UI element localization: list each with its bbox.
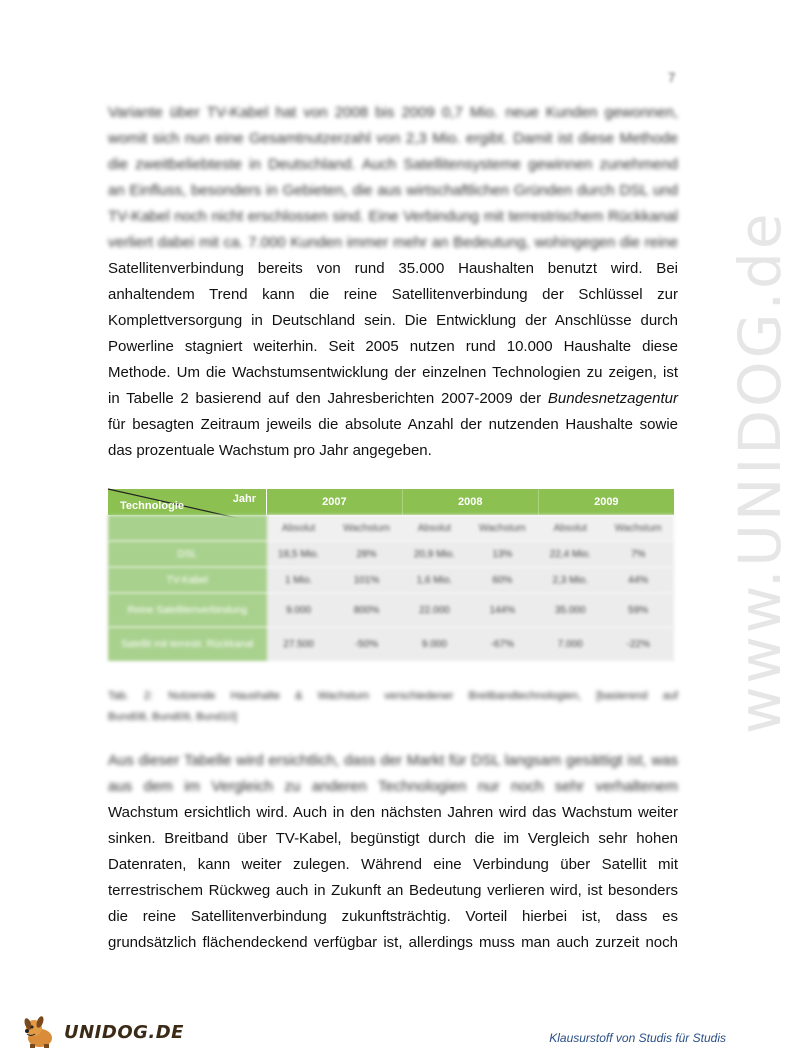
table-cell: 9.000 [267,593,331,627]
table-row [108,627,674,661]
text-line: Satellitenverbindung bereits von rund 35.000 Haushalten benutzt wird. Bei [108,260,678,277]
watermark: www.UNIDOG.de [726,210,794,734]
text-line: Wachstum ersichtlich wird. Auch in den nächsten Jahren wird das Wachstum weiter [108,804,678,821]
footer-tagline: Klausurstoff von Studis für Studis [549,1031,726,1045]
text-line-with-italic [108,386,678,412]
text-fragment: in Tabelle 2 basierend auf den Jahresberichten 2007-2009 der [108,390,542,407]
subheader-cell: Absolut [538,515,602,541]
text-line: Komplettversorgung in Deutschland sein. Die Entwicklung der Anschlüsse durch [108,312,678,329]
year-header: 2008 [402,489,538,515]
subheader-cell: Absolut [267,515,331,541]
table-cell: 20,9 Mio. [402,541,466,567]
text-line: das prozentuale Wachstum pro Jahr angegeben. [108,442,432,459]
footer-logo[interactable] [22,1012,184,1052]
blurred-line: Variante über TV-Kabel hat von 2008 bis 2009 0,7 Mio. neue Kunden gewonnen, [108,104,678,121]
dog-mascot-icon [22,1014,58,1050]
table-cell: 1,6 Mio. [402,567,466,593]
table-cell: 35.000 [538,593,602,627]
table-cell: 1 Mio. [267,567,331,593]
table-subheader-row [108,515,674,541]
subheader-cell: Wachstum [602,515,674,541]
table-cell: 22.000 [402,593,466,627]
table-cell: 101% [331,567,403,593]
header-year-label: Jahr [232,493,256,505]
table-cell: 22,4 Mio. [538,541,602,567]
italic-term: Bundesnetzagentur [547,390,678,407]
row-label: DSL [108,541,267,567]
blurred-line: Aus dieser Tabelle wird ersichtlich, dass der Markt für DSL langsam gesättigt ist, was [108,752,678,769]
text-line: Methode. Um die Wachstumsentwicklung der einzelnen Technologien zu zeigen, ist [108,364,678,381]
blurred-line: die zweitbeliebteste in Deutschland. Auch Satellitensysteme gewinnen zunehmend [108,156,678,173]
empty-cell [108,515,267,541]
table-cell: 2,3 Mio. [538,567,602,593]
row-label: Reine Satellitenverbindung [108,593,267,627]
text-line: Powerline stagniert weiterhin. Seit 2005 nutzen rund 10.000 Haushalte diese [108,338,678,355]
text-line: terrestrischem Rückweg auch in Zukunft an Bedeutung verlieren wird, ist besonders [108,882,678,899]
paragraph-1 [108,100,678,464]
table-cell: 800% [331,593,403,627]
table-cell: -22% [602,627,674,661]
table-row [108,541,674,567]
text-line: sinken. Breitband über TV-Kabel, begünstigt durch die im Vergleich sehr hohen [108,830,678,847]
blurred-line: womit sich nun eine Gesamtnutzerzahl von 2,3 Mio. ergibt. Damit ist diese Methode [108,130,678,147]
table-cell: -50% [331,627,403,661]
table-corner-header [108,489,267,515]
row-label: TV-Kabel [108,567,267,593]
table-cell: 59% [602,593,674,627]
table-cell: -67% [467,627,539,661]
table-cell: 7.000 [538,627,602,661]
year-header: 2007 [267,489,403,515]
caption-line: Tab. 2: Nutzende Haushalte & Wachstum verschiedener Breitbandtechnologien, [basierend auf [108,690,678,702]
table-cell: 18,5 Mio. [267,541,331,567]
subheader-cell: Absolut [402,515,466,541]
table-cell: 44% [602,567,674,593]
blurred-line: aus dem im Vergleich zu anderen Technologien nur noch sehr verhaltenem [108,778,678,795]
table-cell: 27.500 [267,627,331,661]
text-line: für besagten Zeitraum jeweils die absolute Anzahl der nutzenden Haushalte sowie [108,416,678,433]
table-cell: 28% [331,541,403,567]
table-cell: 13% [467,541,539,567]
blurred-line: verliert dabei mit ca. 7.000 Kunden immer mehr an Bedeutung, wohingegen die reine [108,234,678,251]
subheader-cell: Wachstum [331,515,403,541]
logo-text: UNIDOG.DE [64,1021,184,1043]
page-number: 7 [668,70,676,85]
table-header-row [108,489,674,515]
table-cell: 60% [467,567,539,593]
text-line: die reine Satellitenverbindung zukunftsträchtig. Vorteil hierbei ist, dass es [108,908,678,925]
table-cell: 7% [602,541,674,567]
caption-line: Bund08, Bund09, Bund10] [108,711,238,723]
text-line: anhaltendem Trend kann die reine Satellitenverbindung der Schlüssel zur [108,286,678,303]
table-row [108,593,674,627]
text-line: Datenraten, kann weiter zulegen. Während eine Verbindung über Satellit mit [108,856,678,873]
year-header: 2009 [538,489,674,515]
table-cell: 144% [467,593,539,627]
data-table [108,489,674,661]
blurred-line: TV-Kabel noch nicht erschlossen sind. Eine Verbindung mit terrestrischem Rückkanal [108,208,678,225]
table-caption [108,686,678,728]
subheader-cell: Wachstum [467,515,539,541]
table-cell: 9.000 [402,627,466,661]
table-row [108,567,674,593]
header-technology-label: Technologie [120,500,184,512]
row-label: Satellit mit terrestr. Rückkanal [108,627,267,661]
text-line: grundsätzlich flächendeckend verfügbar ist, allerdings muss man auch zurzeit noch [108,934,678,951]
paragraph-2 [108,748,678,956]
blurred-line: an Einfluss, besonders in Gebieten, die aus wirtschaftlichen Gründen durch DSL und [108,182,678,199]
